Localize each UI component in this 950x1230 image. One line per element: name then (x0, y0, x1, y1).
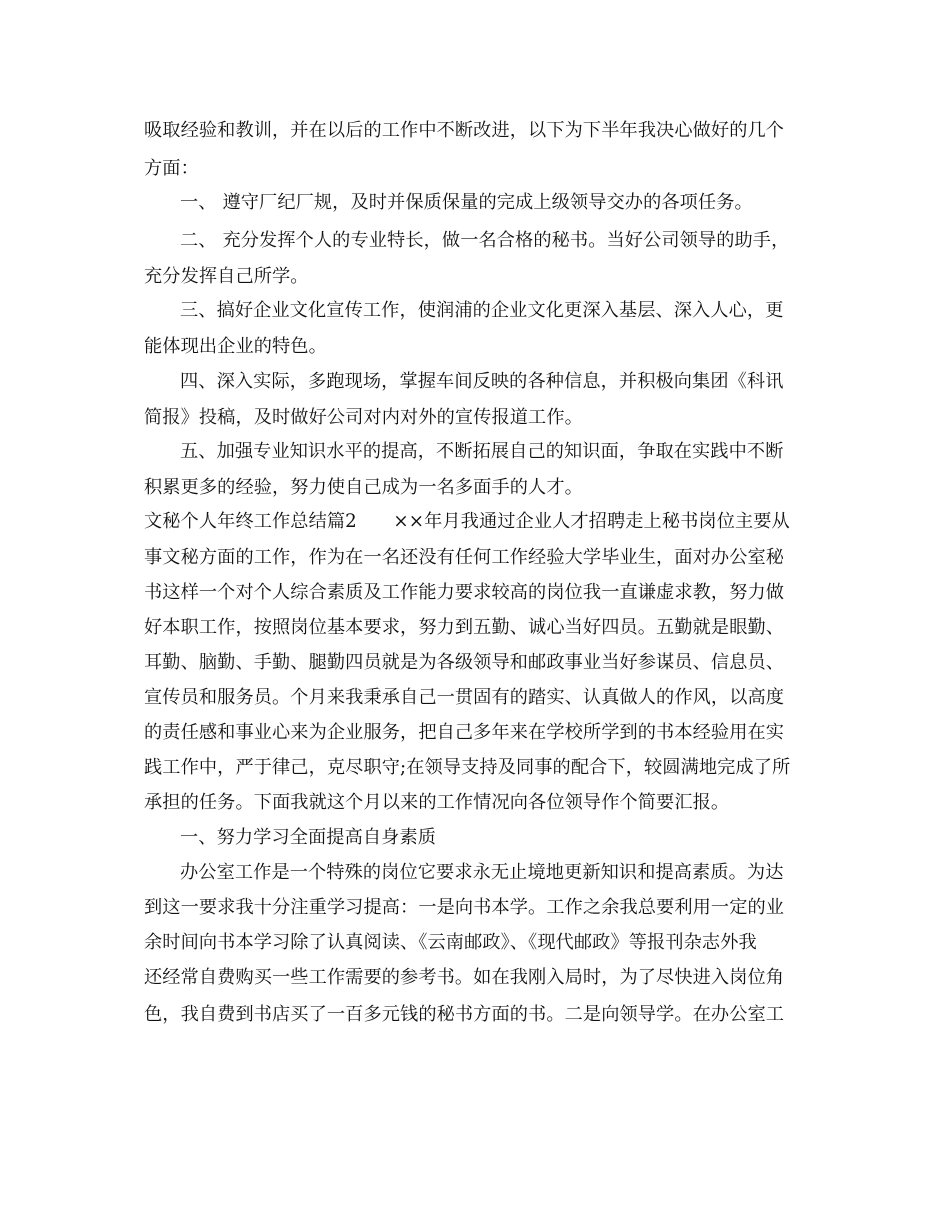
paragraph-line: 事文秘方面的工作，作为在一名还没有任何工作经验大学毕业生，面对办公室秘 (144, 547, 785, 568)
paragraph-line: 余时间向书本学习除了认真阅读、《云南邮政》、《现代邮政》等报刊杂志外我 (144, 932, 757, 953)
paragraph-line: 简报》投稿，及时做好公司对内对外的宣传报道工作。 (144, 407, 583, 428)
paragraph-line: 践工作中，严于律己，克尽职守;在领导支持及同事的配合下，较圆满地完成了所 (144, 757, 791, 778)
paragraph-line: 方面： (144, 158, 199, 179)
paragraph-line: 书这样一个对个人综合素质及工作能力要求较高的岗位我一直谦虚求教，努力做 (144, 582, 785, 603)
paragraph-line: 能体现出企业的特色。 (144, 336, 327, 357)
paragraph-line: 宣传员和服务员。个月来我秉承自己一贯固有的踏实、认真做人的作风，以高度 (144, 687, 785, 708)
paragraph-line: 吸取经验和教训，并在以后的工作中不断改进，以下为下半年我决心做好的几个 (144, 120, 785, 141)
list-item-4: 四、深入实际，多跑现场，掌握车间反映的各种信息，并积极向集团《科讯 (180, 371, 784, 392)
paragraph-line: 承担的任务。下面我就这个月以来的工作情况向各位领导作个简要汇报。 (144, 792, 730, 813)
paragraph-line: 充分发挥自己所学。 (144, 266, 309, 287)
paragraph-line: 还经常自费购买一些工作需要的参考书。如在我刚入局时，为了尽快进入岗位角 (144, 967, 785, 988)
list-item-2: 二、 充分发挥个人的专业特长，做一名合格的秘书。当好公司领导的助手， (180, 230, 790, 251)
list-item-3: 三、搞好企业文化宣传工作，使润浦的企业文化更深入基层、深入人心，更 (180, 300, 784, 321)
paragraph-line: 的责任感和事业心来为企业服务，把自己多年来在学校所学到的书本经验用在实 (144, 722, 785, 743)
paragraph-line: 好本职工作，按照岗位基本要求，努力到五勤、诚心当好四员。五勤就是眼勤、 (144, 617, 785, 638)
paragraph-line: 积累更多的经验，努力使自己成为一名多面手的人才。 (144, 477, 583, 498)
section-heading-line: 文秘个人年终工作总结篇2 ××年月我通过企业人才招聘走上秘书岗位主要从 (144, 511, 790, 532)
paragraph-line: 到这一要求我十分注重学习提高：一是向书本学。工作之余我总要利用一定的业 (144, 897, 785, 918)
paragraph-line: 办公室工作是一个特殊的岗位它要求永无止境地更新知识和提高素质。为达 (180, 862, 784, 883)
sub-heading: 一、努力学习全面提高自身素质 (180, 827, 437, 848)
list-item-5: 五、加强专业知识水平的提高，不断拓展自己的知识面，争取在实践中不断 (180, 441, 784, 462)
paragraph-line: 耳勤、脑勤、手勤、腿勤四员就是为各级领导和邮政事业当好参谋员、信息员、 (144, 652, 785, 673)
list-item-1: 一、 遵守厂纪厂规，及时并保质保量的完成上级领导交办的各项任务。 (180, 192, 753, 213)
paragraph-line: 色，我自费到书店买了一百多元钱的秘书方面的书。二是向领导学。在办公室工 (144, 1004, 785, 1025)
